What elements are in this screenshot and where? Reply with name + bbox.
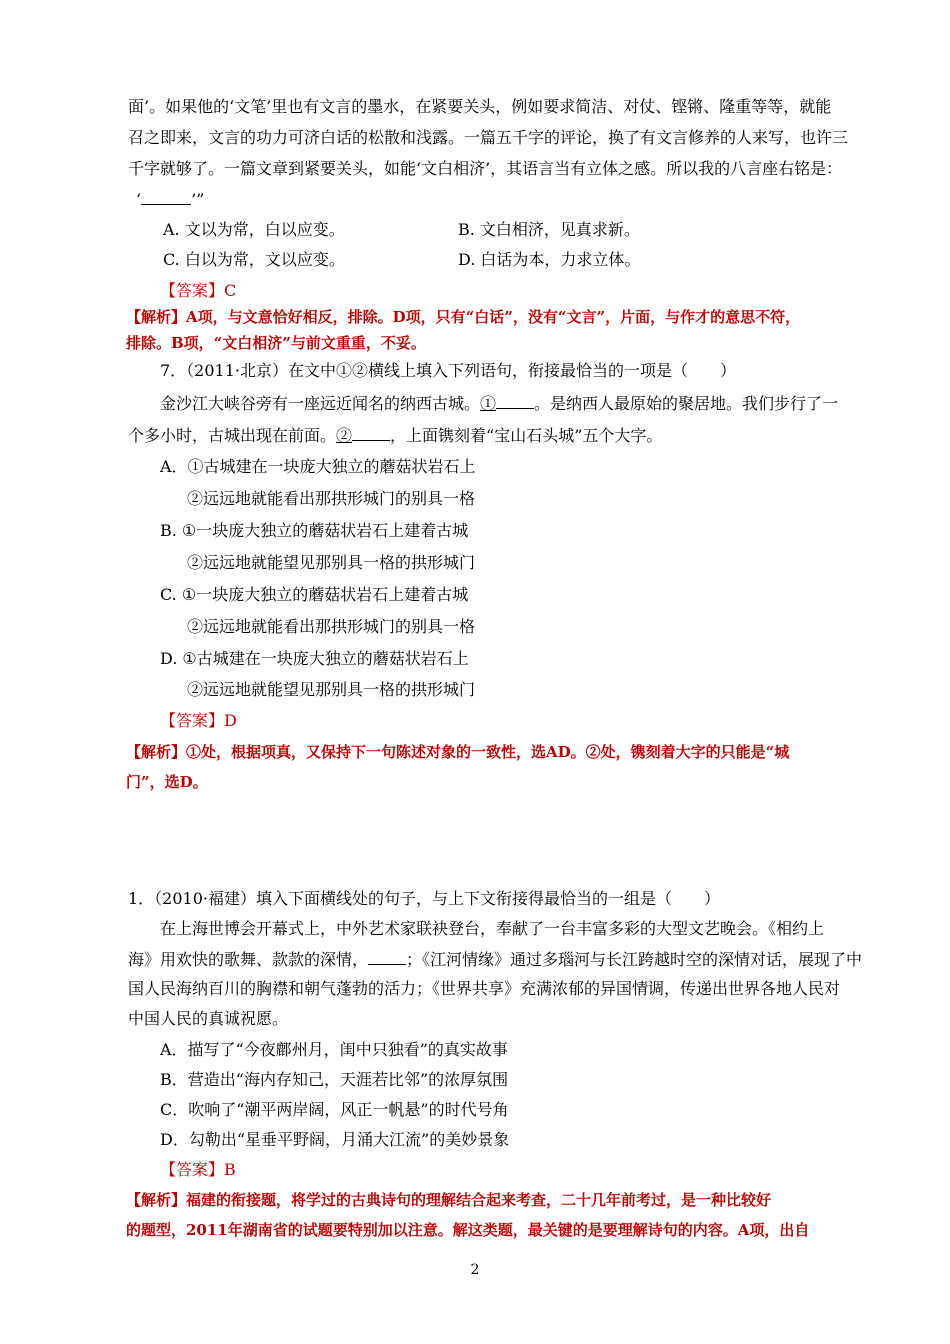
- q7-option-d-line-1: D. ①古城建在一块庞大独立的蘑菇状岩石上: [160, 649, 469, 668]
- page-number: 2: [470, 1262, 480, 1278]
- q6-answer: 【答案】C: [160, 281, 237, 300]
- q1-option-d: D．勾勒出“星垂平野阔，月涌大江流”的美妙景象: [160, 1130, 510, 1149]
- q6-option-d: D. 白话为本，力求立体。: [458, 250, 641, 269]
- q7-option-c-line-1: C. ①一块庞大独立的蘑菇状岩石上建着古城: [160, 585, 469, 604]
- passage-line-2: 召之即来，文言的功力可济白话的松散和浅露。一篇五千字的评论，换了有文言修养的人来写，也许三: [128, 128, 849, 147]
- q7-option-c-line-2: ②远远地就能看出那拱形城门的别具一格: [187, 617, 476, 636]
- q7-passage-1-post: 。是纳西人最原始的聚居地。我们步行了一: [534, 394, 839, 413]
- passage-line-4: [136, 188, 204, 211]
- q1-passage-2-pre: 海》用欢快的歌舞、款款的深情，: [128, 950, 369, 969]
- q7-passage-1-pre: 金沙江大峡谷旁有一座远近闻名的纳西古城。: [160, 394, 481, 413]
- q7-blank-1: [496, 392, 534, 409]
- q1-option-c: C．吹响了“潮平两岸阔，风正一帆悬”的时代号角: [160, 1100, 509, 1119]
- q7-option-b-line-1: B. ①一块庞大独立的蘑菇状岩石上建着古城: [160, 521, 469, 540]
- q7-option-d-line-2: ②远远地就能望见那别具一格的拱形城门: [187, 680, 476, 699]
- q1-passage-2-post: ；《江河情缘》通过多瑙河与长江跨越时空的深情对话，展现了中: [406, 950, 863, 969]
- q1-answer: 【答案】B: [160, 1160, 236, 1179]
- q7-passage-2-pre: 个多小时，古城出现在前面。: [128, 426, 337, 445]
- q7-blank-2: [352, 424, 390, 441]
- q1-stem: 1．（2010·福建）填入下面横线处的句子，与上下文衔接得最恰当的一组是（ ）: [128, 889, 720, 908]
- close-quote: ’”: [191, 190, 205, 209]
- q7-stem: 7．（2011·北京）在文中①②横线上填入下列语句，衔接最恰当的一项是（ ）: [160, 361, 736, 380]
- open-quote: ‘: [136, 190, 142, 209]
- q7-option-a-line-2: ②远远地就能看出那拱形城门的别具一格: [187, 489, 476, 508]
- passage-line-1: 面’。如果他的‘文笔’里也有文言的墨水，在紧要关头，例如要求简洁、对仗、铿锵、隆重等等，就能: [128, 97, 832, 116]
- q1-passage-line-4: 中国人民的真诚祝愿。: [128, 1009, 289, 1028]
- q7-answer: 【答案】D: [160, 711, 237, 730]
- q6-option-b: B. 文白相济，见真求新。: [458, 220, 640, 239]
- passage-line-3: 千字就够了。一篇文章到紧要关头，如能‘文白相济’，其语言当有立体之感。所以我的八言座右铭是：: [128, 159, 843, 178]
- q1-passage-line-1: 在上海世博会开幕式上，中外艺术家联袂登台，奉献了一台丰富多彩的大型文艺晚会。《相约上: [160, 919, 825, 938]
- q7-passage-line-1: [160, 392, 838, 415]
- q7-analysis-line-1: 【解析】①处，根据项真，又保持下一句陈述对象的一致性，选AD。②处，镌刻着大字的只能是“城: [126, 743, 790, 761]
- q7-option-b-line-2: ②远远地就能望见那别具一格的拱形城门: [187, 553, 476, 572]
- q1-option-b: B．营造出“海内存知己，天涯若比邻”的浓厚氛围: [160, 1070, 509, 1089]
- q1-blank: [368, 948, 406, 965]
- q7-passage-line-2: [128, 424, 662, 447]
- q6-analysis-line-2: 排除。B项，“文白相济”与前文重重，不妥。: [126, 334, 426, 352]
- answer-blank: [141, 188, 191, 205]
- q1-option-a: A．描写了“今夜鄜州月，闺中只独看”的真实故事: [160, 1040, 508, 1059]
- q7-option-a-line-1: A．①古城建在一块庞大独立的蘑菇状岩石上: [160, 457, 476, 476]
- blank-marker-2: ②: [336, 426, 353, 445]
- q6-analysis-line-1: 【解析】A项，与文意恰好相反，排除。D项，只有“白话”，没有“文言”，片面，与作才的意思不符，: [126, 308, 801, 326]
- q6-option-a: A. 文以为常，白以应变。: [163, 220, 345, 239]
- q6-option-c: C. 白以为常，文以应变。: [163, 250, 345, 269]
- q7-analysis-line-2: 门”，选D。: [126, 773, 208, 791]
- q7-passage-2-post: ，上面镌刻着“宝山石头城”五个大字。: [390, 426, 663, 445]
- q1-passage-line-2: [128, 948, 862, 971]
- q1-analysis-line-1: 【解析】福建的衔接题，将学过的古典诗句的理解结合起来考查，二十几年前考过，是一种比较好: [126, 1191, 772, 1209]
- q1-analysis-line-2: 的题型，2011年湖南省的试题要特别加以注意。解这类题，最关键的是要理解诗句的内容。A项，出自: [126, 1221, 810, 1239]
- q1-passage-line-3: 国人民海纳百川的胸襟和朝气蓬勃的活力；《世界共享》充满浓郁的异国情调，传递出世界各地人民对: [128, 979, 841, 998]
- blank-marker-1: ①: [480, 394, 497, 413]
